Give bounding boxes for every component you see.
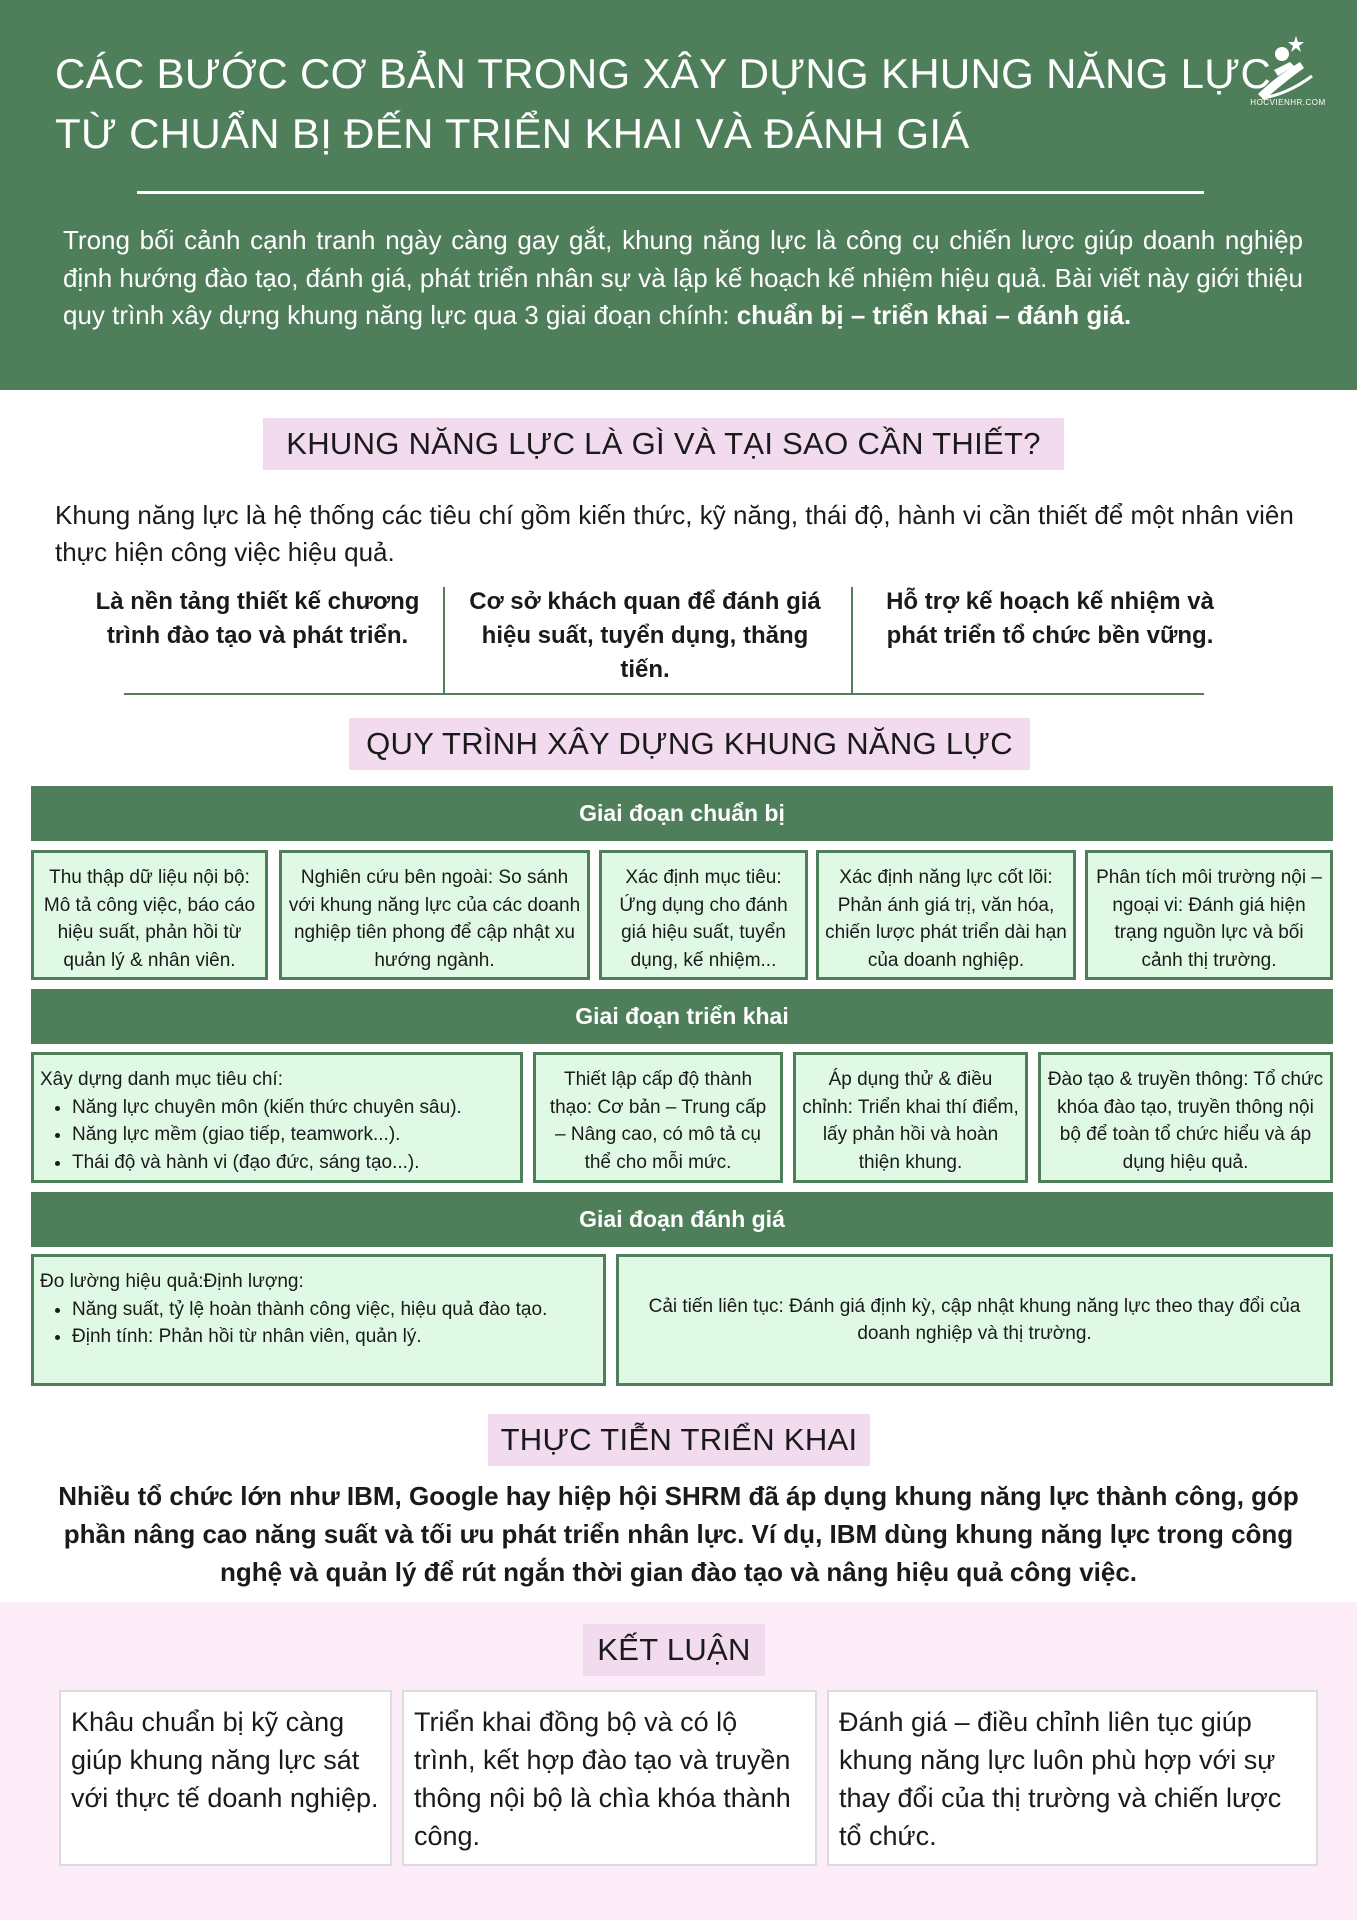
process-box-text: Cải tiến liên tục: Đánh giá định kỳ, cập nhật khung năng lực theo thay đổi của doanh nghiệp và thị trường.	[648, 1295, 1301, 1344]
process-box-measurement	[31, 1254, 606, 1386]
list-item: • Thái độ và hành vi (đạo đức, sáng tạo...).	[72, 1149, 514, 1177]
list-intro: Xây dựng danh mục tiêu chí:	[40, 1069, 283, 1090]
intro-text: Trong bối cảnh cạnh tranh ngày càng gay gắt, khung năng lực là công cụ chiến lược giúp doanh nghiệp định hướng đào tạo, đánh giá, phát triển nhân sự và lập kế hoạch kế nhiệm hiệu quả. Bài viết này giới thiệu quy trình xây dựng khung năng lực qua 3 giai đoạn chính:	[63, 225, 1303, 330]
conclusion-card: Khâu chuẩn bị kỹ càng giúp khung năng lực sát với thực tế doanh nghiệp.	[59, 1690, 392, 1866]
section-heading-process: QUY TRÌNH XÂY DỰNG KHUNG NĂNG LỰC	[349, 718, 1030, 770]
process-box-criteria-list	[31, 1052, 523, 1183]
list-item: • Năng lực chuyên môn (kiến thức chuyên sâu).	[72, 1094, 514, 1122]
criteria-list	[40, 1094, 514, 1177]
title-divider	[137, 191, 1204, 194]
definition-text: Khung năng lực là hệ thống các tiêu chí gồm kiến thức, kỹ năng, thái độ, hành vi cần thiết để một nhân viên thực hiện công việc hiệu quả.	[55, 500, 1294, 567]
reason-item: Hỗ trợ kế hoạch kế nhiệm và phát triển tổ chức bền vững.	[886, 588, 1214, 649]
process-box: Áp dụng thử & điều chỉnh: Triển khai thí điểm, lấy phản hồi và hoàn thiện khung.	[793, 1052, 1028, 1183]
process-box: Thiết lập cấp độ thành thạo: Cơ bản – Trung cấp – Nâng cao, có mô tả cụ thể cho mỗi mức.	[533, 1052, 783, 1183]
list-intro: Đo lường hiệu quả:Định lượng:	[40, 1271, 304, 1292]
process-box: Xác định năng lực cốt lõi: Phản ánh giá trị, văn hóa, chiến lược phát triển dài hạn của doanh nghiệp.	[816, 850, 1076, 980]
process-box	[616, 1254, 1333, 1386]
page-title-line-1: CÁC BƯỚC CƠ BẢN TRONG XÂY DỰNG KHUNG NĂNG LỰC	[55, 50, 1272, 97]
section-divider	[124, 693, 1204, 695]
section-heading-what-is: KHUNG NĂNG LỰC LÀ GÌ VÀ TẠI SAO CẦN THIẾT?	[263, 418, 1064, 470]
reason-item: Cơ sở khách quan để đánh giá hiệu suất, tuyển dụng, thăng tiến.	[469, 588, 821, 683]
process-box: Đào tạo & truyền thông: Tổ chức khóa đào tạo, truyền thông nội bộ để toàn tổ chức hiểu và áp dụng hiệu quả.	[1038, 1052, 1333, 1183]
stage-bar-implementation: Giai đoạn triển khai	[31, 989, 1333, 1044]
conclusion-card: Đánh giá – điều chỉnh liên tục giúp khung năng lực luôn phù hợp với sự thay đổi của thị trường và chiến lược tổ chức.	[827, 1690, 1318, 1866]
reason-item: Là nền tảng thiết kế chương trình đào tạo và phát triển.	[95, 588, 420, 649]
list-item: • Năng lực mềm (giao tiếp, teamwork...).	[72, 1121, 514, 1149]
list-item: • Năng suất, tỷ lệ hoàn thành công việc, hiệu quả đào tạo.	[72, 1296, 597, 1324]
measurement-list	[40, 1296, 597, 1351]
column-divider	[851, 587, 853, 695]
stage-bar-preparation: Giai đoạn chuẩn bị	[31, 786, 1333, 841]
practice-text: Nhiều tổ chức lớn như IBM, Google hay hiệp hội SHRM đã áp dụng khung năng lực thành công, góp phần nâng cao năng suất và tối ưu phát triển nhân lực. Ví dụ, IBM dùng khung năng lực trong công nghệ và quản lý để rút ngắn thời gian đào tạo và nâng hiệu quả công việc.	[58, 1481, 1299, 1587]
section-heading-practice: THỰC TIỄN TRIỂN KHAI	[488, 1414, 870, 1466]
intro-bold-text: chuẩn bị – triển khai – đánh giá.	[736, 300, 1132, 330]
page-title-line-2: TỪ CHUẨN BỊ ĐẾN TRIỂN KHAI VÀ ĐÁNH GIÁ	[55, 110, 970, 157]
column-divider	[443, 587, 445, 695]
process-box: Thu thập dữ liệu nội bộ: Mô tả công việc, báo cáo hiệu suất, phản hồi từ quản lý & nhân viên.	[31, 850, 268, 980]
process-box: Phân tích môi trường nội – ngoại vi: Đánh giá hiện trạng nguồn lực và bối cảnh thị trường.	[1085, 850, 1333, 980]
conclusion-card: Triển khai đồng bộ và có lộ trình, kết hợp đào tạo và truyền thông nội bộ là chìa khóa thành công.	[402, 1690, 817, 1866]
stage-bar-evaluation: Giai đoạn đánh giá	[31, 1192, 1333, 1247]
process-box: Nghiên cứu bên ngoài: So sánh với khung năng lực của các doanh nghiệp tiên phong để cập nhật xu hướng ngành.	[279, 850, 590, 980]
section-heading-conclusion: KẾT LUẬN	[583, 1624, 765, 1676]
list-item: • Định tính: Phản hồi từ nhân viên, quản lý.	[72, 1323, 597, 1351]
logo-wordmark: HOCVIENHR.COM	[1250, 98, 1326, 107]
intro-paragraph	[63, 222, 1303, 335]
process-box: Xác định mục tiêu: Ứng dụng cho đánh giá hiệu suất, tuyển dụng, kế nhiệm...	[599, 850, 808, 980]
